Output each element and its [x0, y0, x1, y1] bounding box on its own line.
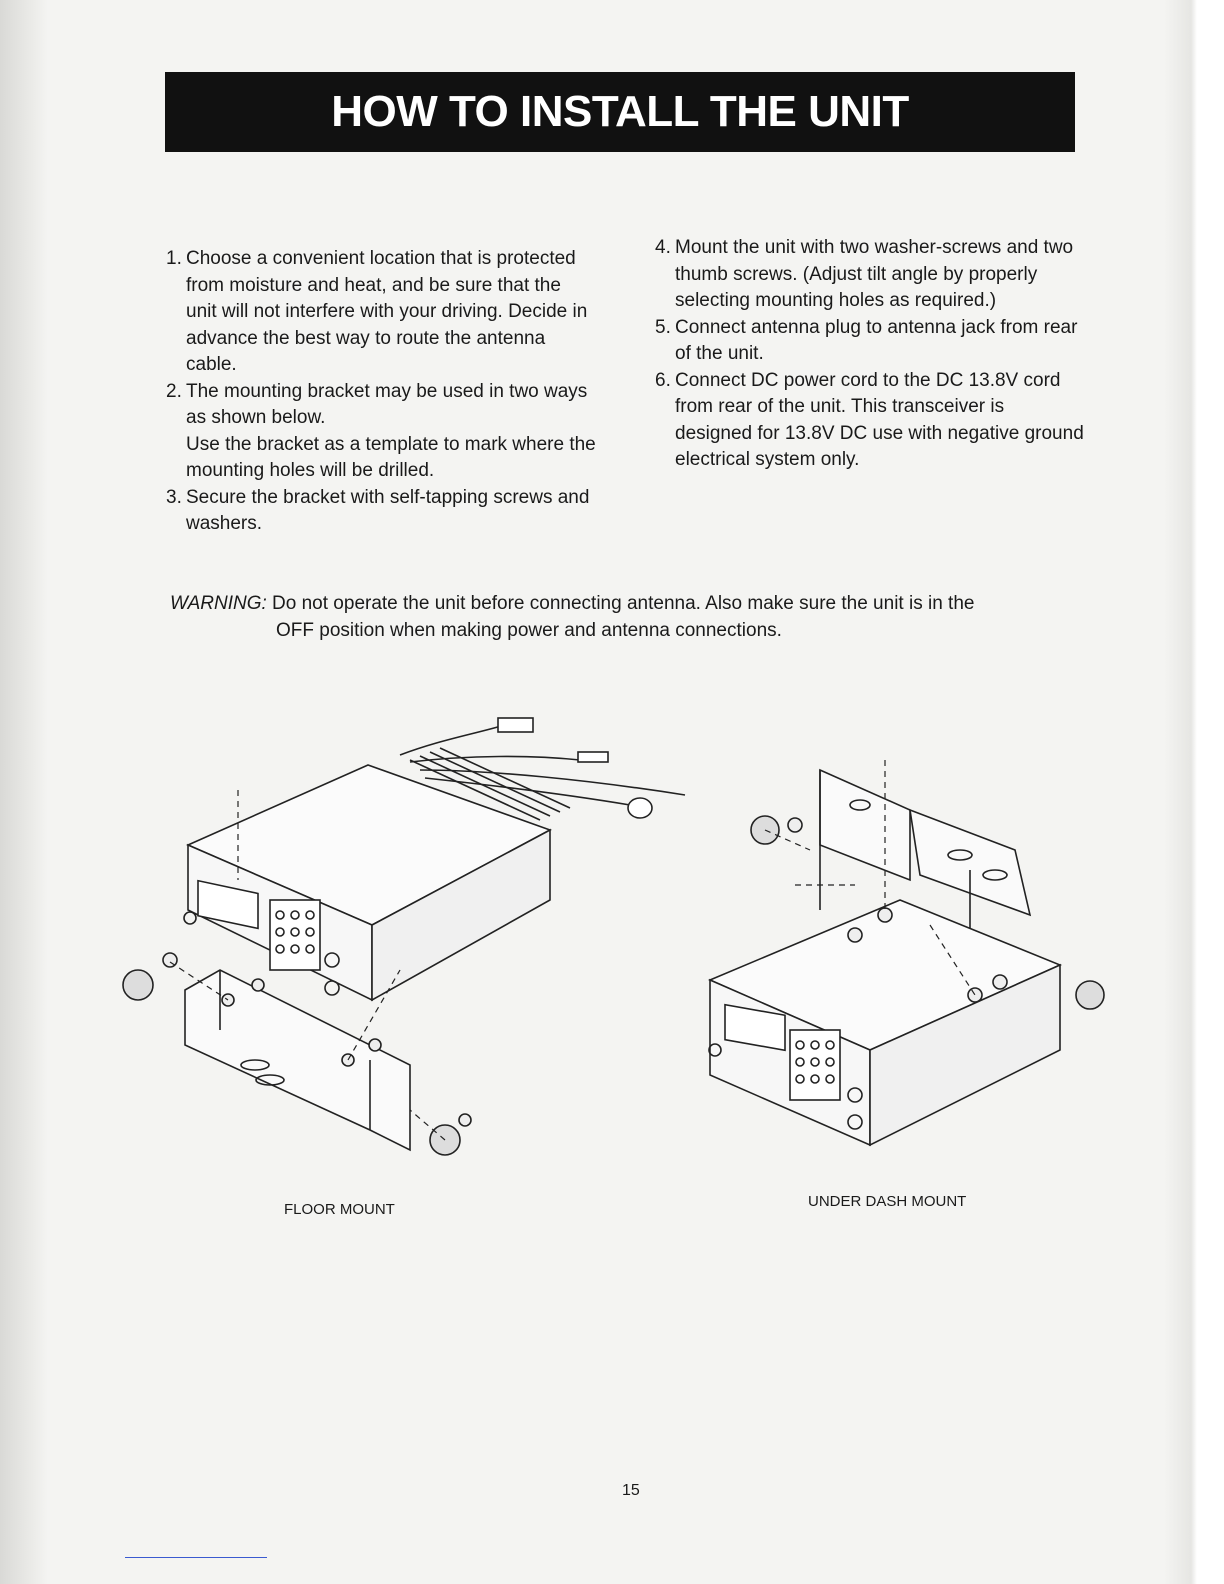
warning-note — [170, 590, 1090, 644]
page-edge-right — [1164, 0, 1224, 1584]
step-4 — [655, 235, 1085, 315]
step-text: Secure the bracket with self-tapping screws and washers. — [186, 486, 590, 534]
step-text: Connect antenna plug to antenna jack from rear of the unit. — [675, 316, 1078, 364]
warning-text-line1: Do not operate the unit before connecting antenna. Also make sure the unit is in the — [272, 593, 975, 614]
page-number: 15 — [622, 1482, 640, 1499]
keypad — [270, 900, 320, 970]
step-number: 5. — [655, 316, 671, 338]
step-2 — [166, 379, 596, 485]
page-title: HOW TO INSTALL THE UNIT — [331, 87, 909, 136]
step-text: Connect DC power cord to the DC 13.8V cord from rear of the unit. This transceiver is designed for 13.8V DC use with negative ground electrical system only. — [675, 369, 1084, 470]
step-5 — [655, 315, 1085, 368]
floor-mount-caption: FLOOR MOUNT — [284, 1201, 395, 1218]
keypad — [790, 1030, 840, 1100]
step-1 — [166, 246, 596, 379]
radio-unit-dash — [709, 900, 1060, 1145]
warning-text-line2: OFF position when making power and antenna connections. — [276, 620, 782, 641]
step-number: 1. — [166, 248, 182, 269]
step-text: The mounting bracket may be used in two ways as shown below. — [186, 380, 588, 428]
page-edge-shadow — [0, 0, 48, 1584]
step-number: 6. — [655, 369, 671, 391]
link-underline[interactable] — [125, 1557, 267, 1558]
step-number: 3. — [166, 486, 182, 508]
under-dash-mount-illustration — [670, 750, 1120, 1170]
instructions-right-column — [655, 235, 1085, 474]
step-3 — [166, 485, 596, 538]
step-text: Mount the unit with two washer-screws and two thumb screws. (Adjust tilt angle by properly selecting mounting holes as required.) — [675, 237, 1074, 311]
radio-unit — [184, 748, 570, 1000]
floor-mount-illustration — [110, 700, 710, 1190]
step-text: Choose a convenient location that is protected from moisture and heat, and be sure that the unit will not interfere with your driving. Decide in advance the best way to route the antenna cable. — [186, 248, 588, 375]
title-banner — [165, 72, 1075, 152]
under-dash-mount-caption: UNDER DASH MOUNT — [808, 1193, 967, 1210]
warning-label: WARNING: — [170, 593, 267, 614]
step-note: Use the bracket as a template to mark where the mounting holes will be drilled. — [186, 433, 596, 481]
instructions-left-column — [166, 246, 596, 538]
step-number: 2. — [166, 380, 182, 402]
step-number: 4. — [655, 237, 671, 258]
step-6 — [655, 368, 1085, 474]
